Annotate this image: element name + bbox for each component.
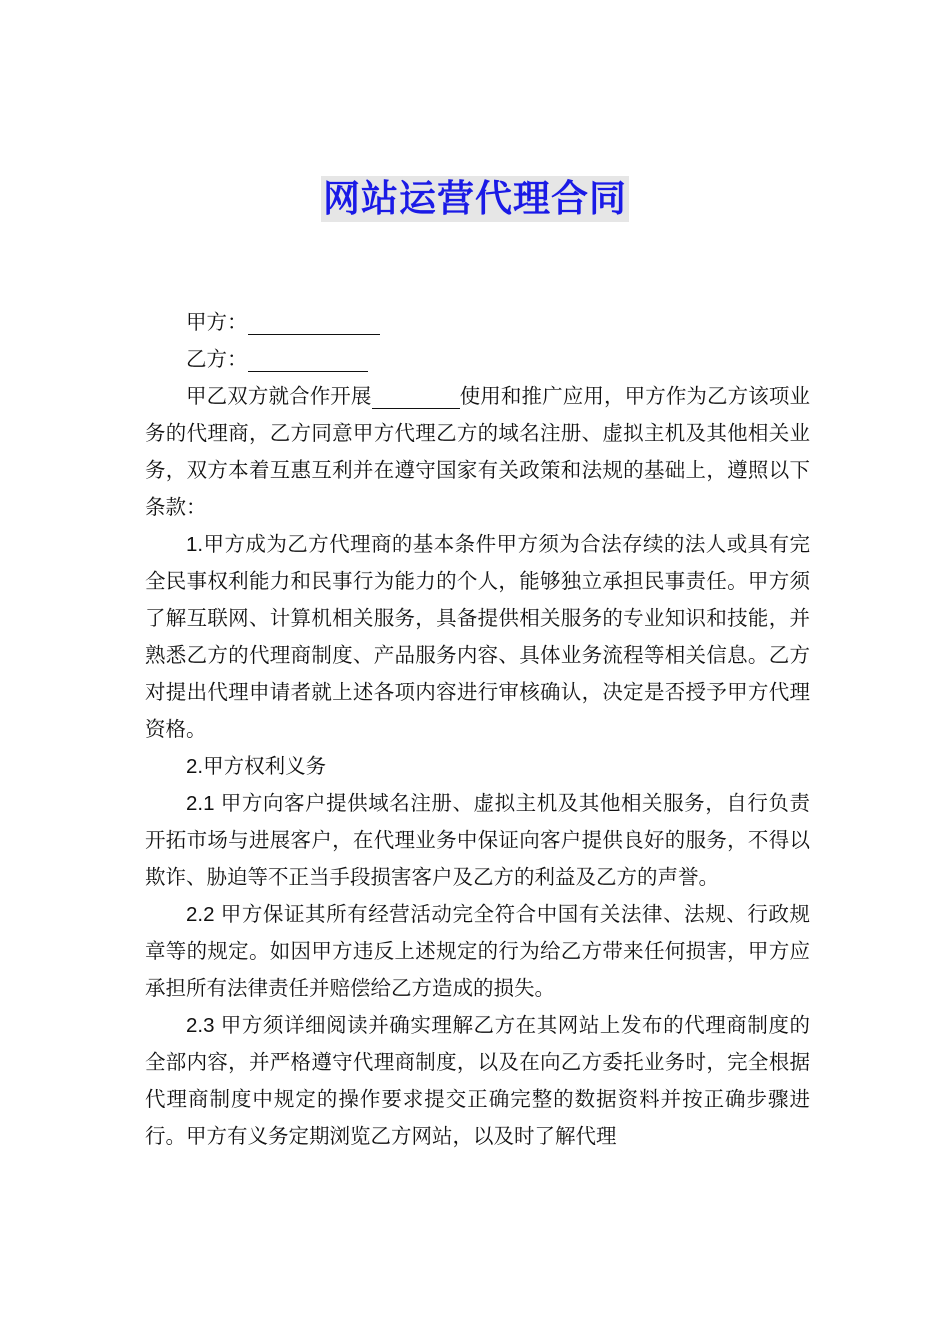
clause-number: 2.3 <box>186 1014 221 1037</box>
party-a-blank <box>248 308 380 335</box>
clause-text: 甲方向客户提供域名注册、虚拟主机及其他相关服务，自行负责开拓市场与进展客户，在代理业务中保证向客户提供良好的服务，不得以欺诈、胁迫等不正当手段损害客户及乙方的利益及乙方的声誉。 <box>145 791 810 889</box>
title-container <box>0 176 950 222</box>
clause-text: 甲方权利义务 <box>203 754 327 778</box>
clause-number: 2.1 <box>186 792 221 815</box>
clause-text: 甲方须详细阅读并确实理解乙方在其网站上发布的代理商制度的全部内容，并严格遵守代理商制度，以及在向乙方委托业务时，完全根据代理商制度中规定的操作要求提交正确完整的数据资料并按正确步骤进行。甲方有义务定期浏览乙方网站，以及时了解代理 <box>145 1013 810 1148</box>
document-title: 网站运营代理合同 <box>323 177 627 220</box>
party-a-label: 甲方： <box>186 310 248 334</box>
clause-1 <box>145 526 810 748</box>
clause-2-2 <box>145 896 810 1007</box>
party-b-line <box>145 341 810 378</box>
intro-paragraph <box>145 378 810 526</box>
party-a-line <box>145 304 810 341</box>
intro-text-end: 使用和推广应用，甲方作为乙方该项业务的代理商，乙方同意甲方代理乙方的域名注册、虚拟主机及其他相关业务，双方本着互惠互利并在遵守国家有关政策和法规的基础上，遵照以下条款： <box>145 384 811 519</box>
cooperation-blank <box>372 382 460 409</box>
party-b-label: 乙方： <box>186 347 248 371</box>
clause-2-3 <box>145 1007 810 1155</box>
clause-number: 1. <box>186 533 204 556</box>
intro-text-start: 甲乙双方就合作开展 <box>186 384 372 408</box>
clause-2-1 <box>145 785 810 896</box>
clause-number: 2.2 <box>186 903 221 926</box>
clause-text: 甲方保证其所有经营活动完全符合中国有关法律、法规、行政规章等的规定。如因甲方违反上述规定的行为给乙方带来任何损害，甲方应承担所有法律责任并赔偿给乙方造成的损失。 <box>145 902 810 1000</box>
clause-text: 甲方成为乙方代理商的基本条件甲方须为合法存续的法人或具有完全民事权利能力和民事行为能力的个人，能够独立承担民事责任。甲方须了解互联网、计算机相关服务，具备提供相关服务的专业知识和技能，并熟悉乙方的代理商制度、产品服务内容、具体业务流程等相关信息。乙方对提出代理申请者就上述各项内容进行审核确认，决定是否授予甲方代理资格。 <box>145 532 810 741</box>
clause-number: 2. <box>186 755 204 778</box>
party-b-blank <box>248 345 368 372</box>
document-body <box>145 304 810 1155</box>
clause-2 <box>145 748 810 785</box>
